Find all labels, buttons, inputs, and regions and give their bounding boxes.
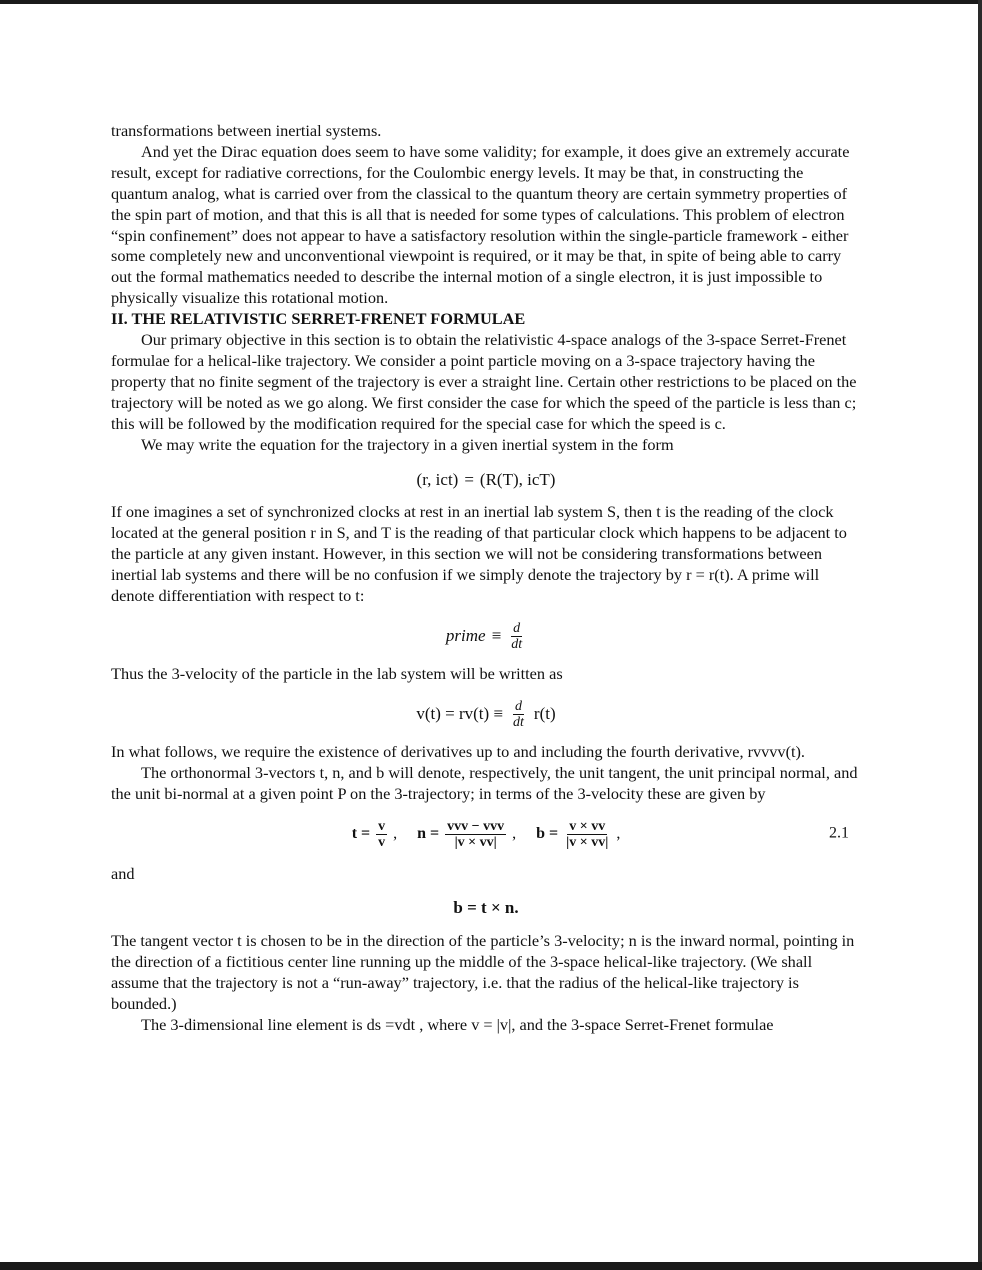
- equation-term: (R(T), icT): [479, 469, 556, 489]
- equation-operator: ≡: [491, 625, 502, 645]
- paragraph: And yet the Dirac equation does seem to have some validity; for example, it does give an extremely accurate result, except for radiative corrections, for the Coulombic energy levels. It may be that, in constructing the quantum analog, what is carried over from the classical to the quantum theory are certain symmetry properties of the spin part of motion, and that this is all that is needed for some types of calculations. This problem of electron “spin confinement” does not appear to have a satisfactory resolution within the single-particle framework - either some completely new and unconventional viewpoint is required, or it may be that, in spite of being able to carry out the formal mathematics needed to describe the internal motion of a single electron, it is just impossible to physically visualize this rotational motion.: [111, 141, 850, 308]
- fraction-denominator: |v × vv|: [566, 834, 609, 850]
- equation-term: (r, ict): [416, 469, 459, 489]
- equation-term: v(t) = rv(t) ≡: [416, 703, 504, 723]
- fraction-denominator: v: [378, 834, 386, 850]
- paragraph: The orthonormal 3-vectors t, n, and b will denote, respectively, the unit tangent, the unit principal normal, and the unit bi-normal at a given point P on the 3-trajectory; in terms of the 3-velocity these are given by: [111, 762, 858, 803]
- equation-separator: ,: [616, 824, 621, 842]
- fraction-numerator: d: [514, 698, 522, 714]
- fraction: [376, 819, 387, 850]
- paragraph: The 3-dimensional line element is ds =vdt , where v = |v|, and the 3-space Serret-Frenet formulae: [141, 1015, 774, 1034]
- equation-term: b = t × n.: [453, 898, 519, 918]
- scan-border-top: [0, 0, 982, 4]
- section-heading: II. THE RELATIVISTIC SERRET-FRENET FORMULAE: [111, 309, 526, 329]
- equation-operator: =: [464, 469, 474, 489]
- equation-separator: ,: [512, 824, 517, 842]
- fraction-denominator: |v × vv|: [454, 834, 497, 850]
- equation-number: 2.1: [829, 824, 849, 842]
- fraction: [509, 621, 524, 652]
- fraction-numerator: v: [378, 818, 386, 834]
- paragraph: If one imagines a set of synchronized clocks at rest in an inertial lab system S, then t is the reading of the clock located at the general position r in S, and T is the reading of that particular clock which happens to be adjacent to the particle at any given instant. However, in this section we will not be considering transformations between inertial lab systems and there will be no confusion if we simply denote the trajectory by r = r(t). A prime will denote differentiation with respect to t:: [111, 502, 847, 606]
- equation-separator: ,: [393, 824, 398, 842]
- paragraph: and: [111, 863, 135, 883]
- equation-term: t =: [351, 824, 371, 842]
- scan-border-bottom: [0, 1262, 982, 1270]
- paragraph: Thus the 3-velocity of the particle in the lab system will be written as: [111, 663, 563, 683]
- fraction-numerator: d: [513, 620, 521, 636]
- fraction: [445, 819, 506, 850]
- fraction-denominator: dt: [511, 636, 523, 652]
- equation-term: b =: [536, 824, 559, 842]
- paragraph: In what follows, we require the existence of derivatives up to and including the fourth derivative, rvvvv(t).: [111, 741, 806, 761]
- scan-border-right: [978, 0, 982, 1270]
- fraction-numerator: vvv − vvv: [447, 818, 505, 834]
- equation-term: n =: [417, 824, 440, 842]
- fraction: [564, 819, 610, 850]
- fraction-numerator: v × vv: [569, 818, 606, 834]
- trajectory-equation: [111, 470, 861, 491]
- page-body: [111, 121, 861, 1036]
- paragraph: The tangent vector t is chosen to be in the direction of the particle’s 3-velocity; n is the inward normal, pointing in the direction of a fictitious center line running up the middle of the 3-space helical-like trajectory. (We shall assume that the trajectory is not a “run-away” trajectory, i.e. that the radius of the helical-like trajectory is bounded.): [111, 931, 855, 1014]
- binormal-cross-equation: [111, 898, 861, 919]
- equation-term: r(t): [533, 703, 556, 723]
- paragraph: transformations between inertial systems.: [111, 121, 382, 140]
- paragraph: We may write the equation for the trajectory in a given inertial system in the form: [141, 434, 674, 454]
- paragraph: Our primary objective in this section is to obtain the relativistic 4-space analogs of the 3-space Serret-Frenet formulae for a helical-like trajectory. We consider a point particle moving on a 3-space trajectory having the property that no finite segment of the trajectory is ever a straight line. Certain other restrictions to be placed on the trajectory will be noted as we go along. We first consider the case for which the speed of the particle is less than c; this will be followed by the modification required for the special case for which the speed is c.: [111, 330, 857, 433]
- prime-definition-equation: [111, 621, 861, 652]
- velocity-equation: [111, 699, 861, 730]
- fraction-denominator: dt: [513, 714, 524, 730]
- equation-2-1: [111, 819, 861, 850]
- equation-term: prime: [445, 625, 486, 645]
- fraction: [511, 699, 526, 730]
